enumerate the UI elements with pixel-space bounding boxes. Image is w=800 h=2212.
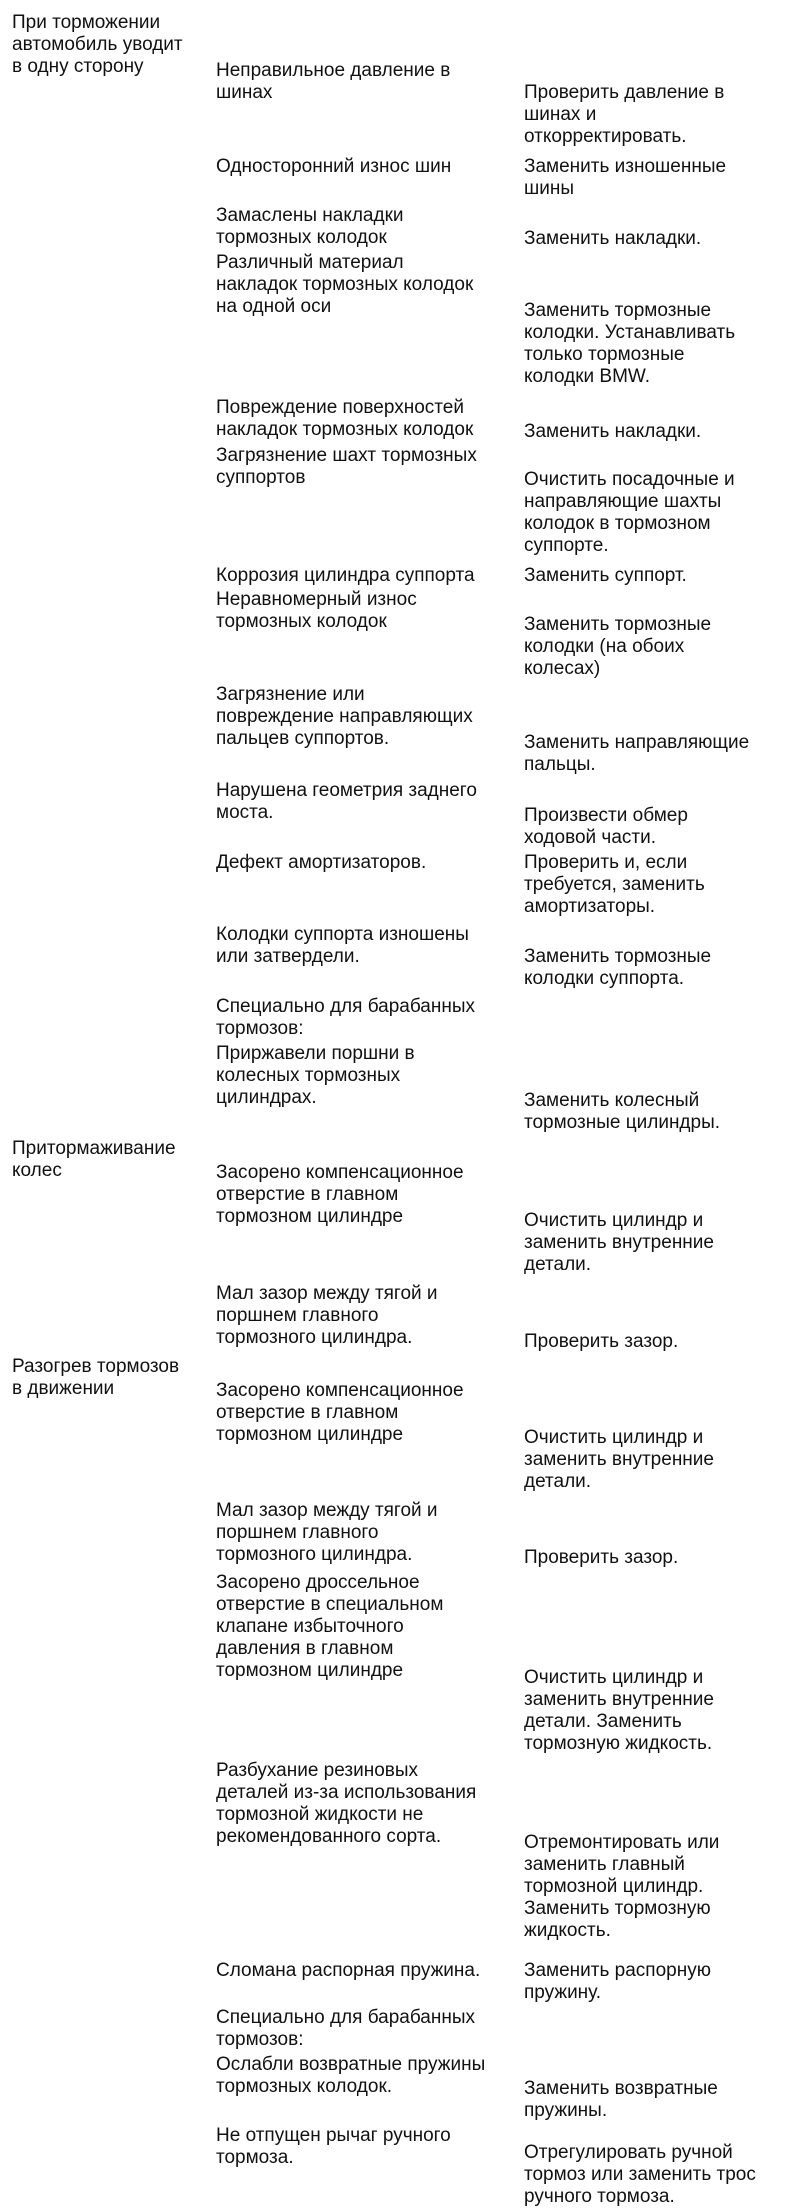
fix-item: Заменить направляющие пальцы. [524,732,750,775]
symptom-brake-overheat: Разогрев тормозов в движении [12,1356,180,1399]
fix-item: Очистить цилиндр и заменить внутренние детали. [524,1427,714,1492]
cause-item: Засорено компенсационное отверстие в главном тормозном цилиндре [216,1162,464,1227]
fix-item: Заменить тормозные колодки (на обоих колесах) [524,614,712,679]
cause-item: Коррозия цилиндра суппорта [216,565,475,586]
fix-item: Проверить зазор. [524,1547,679,1568]
fix-item: Заменить накладки. [524,228,702,249]
cause-item: Загрязнение или повреждение направляющих пальцев суппортов. [216,684,473,749]
fix-item: Произвести обмер ходовой части. [524,805,688,848]
cause-item: Приржавели поршни в колесных тормозных цилиндрах. [216,1043,415,1108]
cause-item: Не отпущен рычаг ручного тормоза. [216,2125,451,2168]
cause-item: Различный материал накладок тормозных колодок на одной оси [216,252,474,317]
fix-item: Проверить и, если требуется, заменить амортизаторы. [524,852,705,917]
fix-item: Заменить накладки. [524,421,702,442]
cause-item: Специально для барабанных тормозов: [216,996,476,1039]
fix-item: Очистить посадочные и направляющие шахты колодок в тормозном суппорте. [524,469,735,556]
cause-item: Специально для барабанных тормозов: [216,2007,476,2050]
symptom-brake-drag: Притормаживание колес [12,1138,176,1181]
cause-item: Нарушена геометрия заднего моста. [216,780,477,823]
cause-item: Загрязнение шахт тормозных суппортов [216,445,477,488]
cause-item: Мал зазор между тягой и поршнем главного тормозного цилиндра. [216,1283,438,1348]
fix-item: Заменить распорную пружину. [524,1960,711,2003]
cause-item: Засорено компенсационное отверстие в главном тормозном цилиндре [216,1380,464,1445]
cause-item: Замаслены накладки тормозных колодок [216,205,404,248]
fix-item: Очистить цилиндр и заменить внутренние детали. [524,1210,714,1275]
fix-item: Отремонтировать или заменить главный тормозной цилиндр. Заменить тормозную жидкость. [524,1832,720,1941]
fix-item: Отрегулировать ручной тормоз или заменить трос ручного тормоза. [524,2142,756,2207]
cause-item: Дефект амортизаторов. [216,852,427,873]
symptom-brake-pull: При торможении автомобиль уводит в одну сторону [12,12,183,77]
cause-item: Неравномерный износ тормозных колодок [216,589,417,632]
fix-item: Заменить изношенные шины [524,156,727,199]
cause-item: Колодки суппорта изношены или затвердели. [216,924,469,967]
cause-item: Мал зазор между тягой и поршнем главного тормозного цилиндра. [216,1500,438,1565]
fix-item: Заменить тормозные колодки суппорта. [524,946,712,989]
cause-item: Разбухание резиновых деталей из-за использования тормозной жидкости не рекомендованного сорта. [216,1760,477,1847]
fix-item: Заменить возвратные пружины. [524,2078,718,2121]
cause-item: Односторонний износ шин [216,156,452,177]
fix-item: Заменить тормозные колодки. Устанавливать только тормозные колодки BMW. [524,300,736,387]
fix-item: Проверить давление в шинах и откорректировать. [524,82,725,147]
fix-item: Проверить зазор. [524,1331,679,1352]
fix-item: Заменить суппорт. [524,565,687,586]
fix-item: Очистить цилиндр и заменить внутренние детали. Заменить тормозную жидкость. [524,1667,714,1754]
cause-item: Ослабли возвратные пружины тормозных колодок. [216,2054,486,2097]
cause-item: Засорено дроссельное отверстие в специальном клапане избыточного давления в главном тормозном цилиндре [216,1572,444,1681]
fix-item: Заменить колесный тормозные цилиндры. [524,1090,721,1133]
cause-item: Неправильное давление в шинах [216,60,451,103]
cause-item: Сломана распорная пружина. [216,1960,481,1981]
cause-item: Повреждение поверхностей накладок тормозных колодок [216,397,474,440]
